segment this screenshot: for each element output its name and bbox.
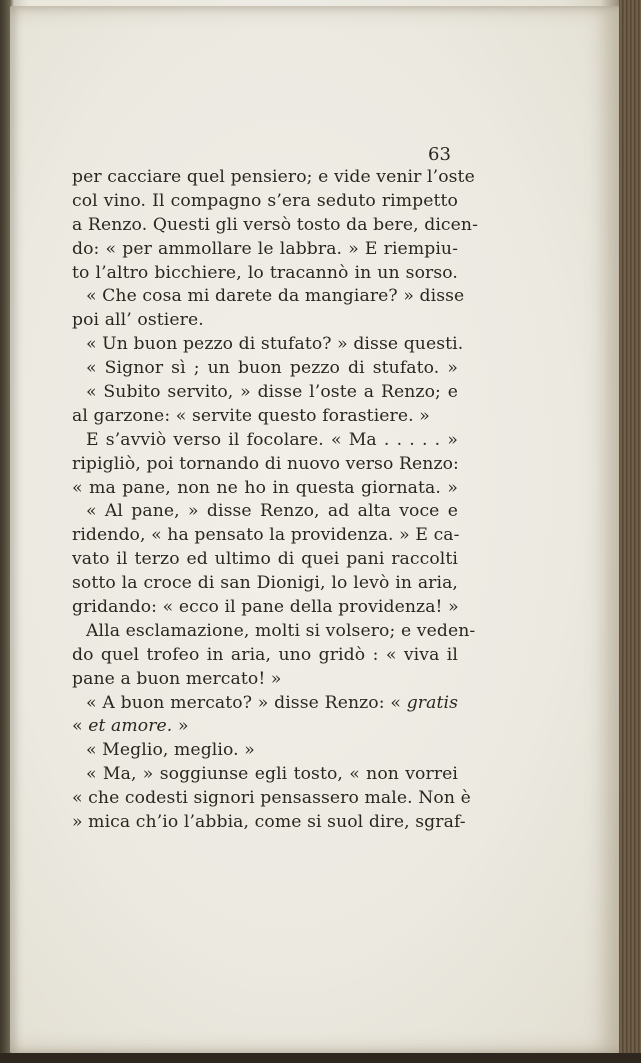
- text-line: « che codesti signori pensassero male. Non è: [72, 788, 471, 809]
- book-edge-bottom: [0, 1053, 641, 1063]
- text-lines-upper: [72, 166, 478, 692]
- text-span: «: [72, 716, 89, 737]
- body-text: [72, 166, 478, 835]
- text-line: to l’altro bicchiere, lo tracannò in un sorso.: [72, 262, 458, 283]
- text-line: sotto la croce di san Dionigi, lo levò in aria,: [72, 573, 458, 594]
- text-line: per cacciare quel pensiero; e vide venir l’oste: [72, 167, 475, 187]
- text-line: poi all’ ostiere.: [72, 310, 204, 331]
- text-line: vato il terzo ed ultimo di quei pani raccolti: [72, 549, 458, 570]
- text-line: « Meglio, meglio. »: [86, 740, 255, 761]
- text-line: gridando: « ecco il pane della providenza! »: [72, 597, 459, 618]
- text-span: « A buon mercato? » disse Renzo: «: [86, 692, 407, 713]
- text-line: » mica ch’io l’abbia, come si suol dire, sgraf-: [72, 812, 466, 833]
- italic-text: gratis: [406, 692, 458, 713]
- text-line: col vino. Il compagno s’era seduto rimpetto: [72, 190, 458, 211]
- text-line: pane a buon mercato! »: [72, 668, 282, 689]
- text-line: Alla esclamazione, molti si volsero; e veden-: [86, 620, 476, 641]
- text-line: « Ma, » soggiunse egli tosto, « non vorrei: [86, 764, 458, 785]
- text-line: a Renzo. Questi gli versò tosto da bere, dicen-: [72, 214, 478, 235]
- text-line: « Subito servito, » disse l’oste a Renzo; e: [86, 382, 458, 403]
- text-line: ridendo, « ha pensato la providenza. » E ca-: [72, 525, 460, 546]
- text-line: « Un buon pezzo di stufato? » disse questi.: [86, 334, 464, 355]
- text-lines-lower: [72, 739, 471, 835]
- text-span: »: [172, 716, 189, 737]
- text-line: E s’avviò verso il focolare. « Ma . . . . . »: [86, 429, 458, 450]
- text-line: « Che cosa mi darete da mangiare? » disse: [86, 286, 465, 307]
- text-line: al garzone: « servite questo forastiere. »: [72, 405, 430, 426]
- book-edge-right: [619, 0, 641, 1063]
- text-line: do: « per ammollare le labbra. » E riempiu-: [72, 238, 458, 259]
- text-line-gratis: [72, 692, 458, 716]
- italic-text: et amore.: [88, 716, 173, 737]
- text-line: ripigliò, poi tornando di nuovo verso Renzo:: [72, 453, 459, 474]
- text-line-amore: [72, 715, 458, 739]
- text-line: « Signor sì ; un buon pezzo di stufato. »: [86, 358, 458, 379]
- text-line: « ma pane, non ne ho in questa giornata. »: [72, 477, 458, 498]
- text-line: do quel trofeo in aria, uno gridò : « viva il: [72, 644, 458, 665]
- page-number: 63: [428, 144, 451, 165]
- text-line: « Al pane, » disse Renzo, ad alta voce e: [86, 501, 458, 522]
